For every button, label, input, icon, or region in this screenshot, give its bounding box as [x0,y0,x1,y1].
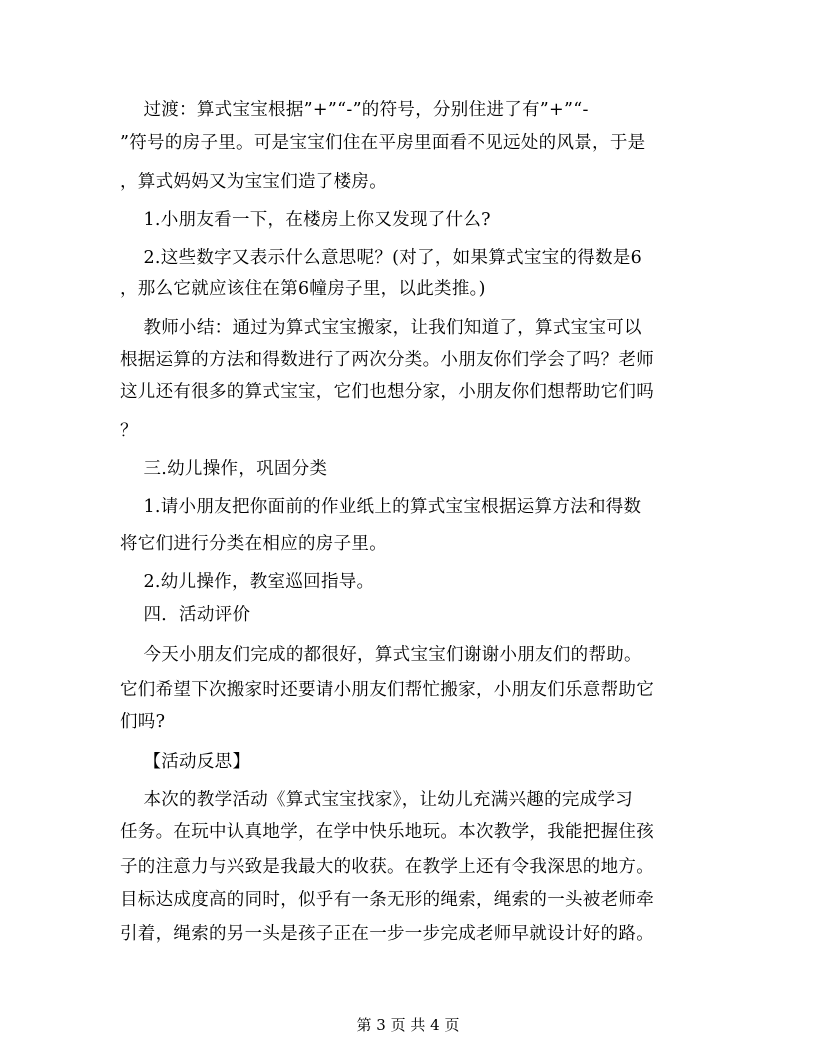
text-line: 根据运算的方法和得数进行了两次分类。小朋友你们学会了吗？老师 [120,350,654,370]
page-footer: 第 3 页 共 4 页 [356,1016,460,1034]
text-line: 这儿还有很多的算式宝宝，它们也想分家，小朋友你们想帮助它们吗 [120,382,654,402]
text-line: ”符号的房子里。可是宝宝们住在平房里面看不见远处的风景，于是 [120,133,646,153]
text-line: 教师小结：通过为算式宝宝搬家，让我们知道了，算式宝宝可以 [120,318,642,338]
text-line: 它们希望下次搬家时还要请小朋友们帮忙搬家，小朋友们乐意帮助它 [120,680,654,700]
text-line: 【活动反思】 [120,752,251,772]
text-line: 将它们进行分类在相应的房子里。 [120,534,387,554]
text-line: ？ [120,421,138,441]
text-line: 三.幼儿操作，巩固分类 [120,459,328,479]
text-line: ，那么它就应该住在第6幢房子里，以此类推。) [120,279,486,299]
text-line: 今天小朋友们完成的都很好，算式宝宝们谢谢小朋友们的帮助。 [120,645,642,665]
text-line: 引着，绳索的另一头是孩子正在一步一步完成老师早就设计好的路。 [120,924,654,944]
text-line: 子的注意力与兴致是我最大的收获。在教学上还有令我深思的地方。 [120,857,654,877]
text-line: 目标达成度高的同时，似乎有一条无形的绳索，绳索的一头被老师牵 [120,890,654,910]
text-line: 四．活动评价 [120,605,251,625]
text-line: 过渡：算式宝宝根据”+”“-”的符号，分别住进了有”+”“- [120,100,589,120]
text-line: 2.这些数字又表示什么意思呢？(对了，如果算式宝宝的得数是6 [120,248,643,268]
text-line: 本次的教学活动《算式宝宝找家》，让幼儿充满兴趣的完成学习 [120,790,634,810]
text-line: 1.小朋友看一下，在楼房上你又发现了什么? [120,210,491,230]
text-line: 任务。在玩中认真地学，在学中快乐地玩。本次教学，我能把握住孩 [120,822,654,842]
text-line: 1.请小朋友把你面前的作业纸上的算式宝宝根据运算方法和得数 [120,497,642,517]
text-line: ，算式妈妈又为宝宝们造了楼房。 [120,172,387,192]
text-line: 们吗? [120,712,166,732]
text-line: 2.幼儿操作，教室巡回指导。 [120,572,375,592]
